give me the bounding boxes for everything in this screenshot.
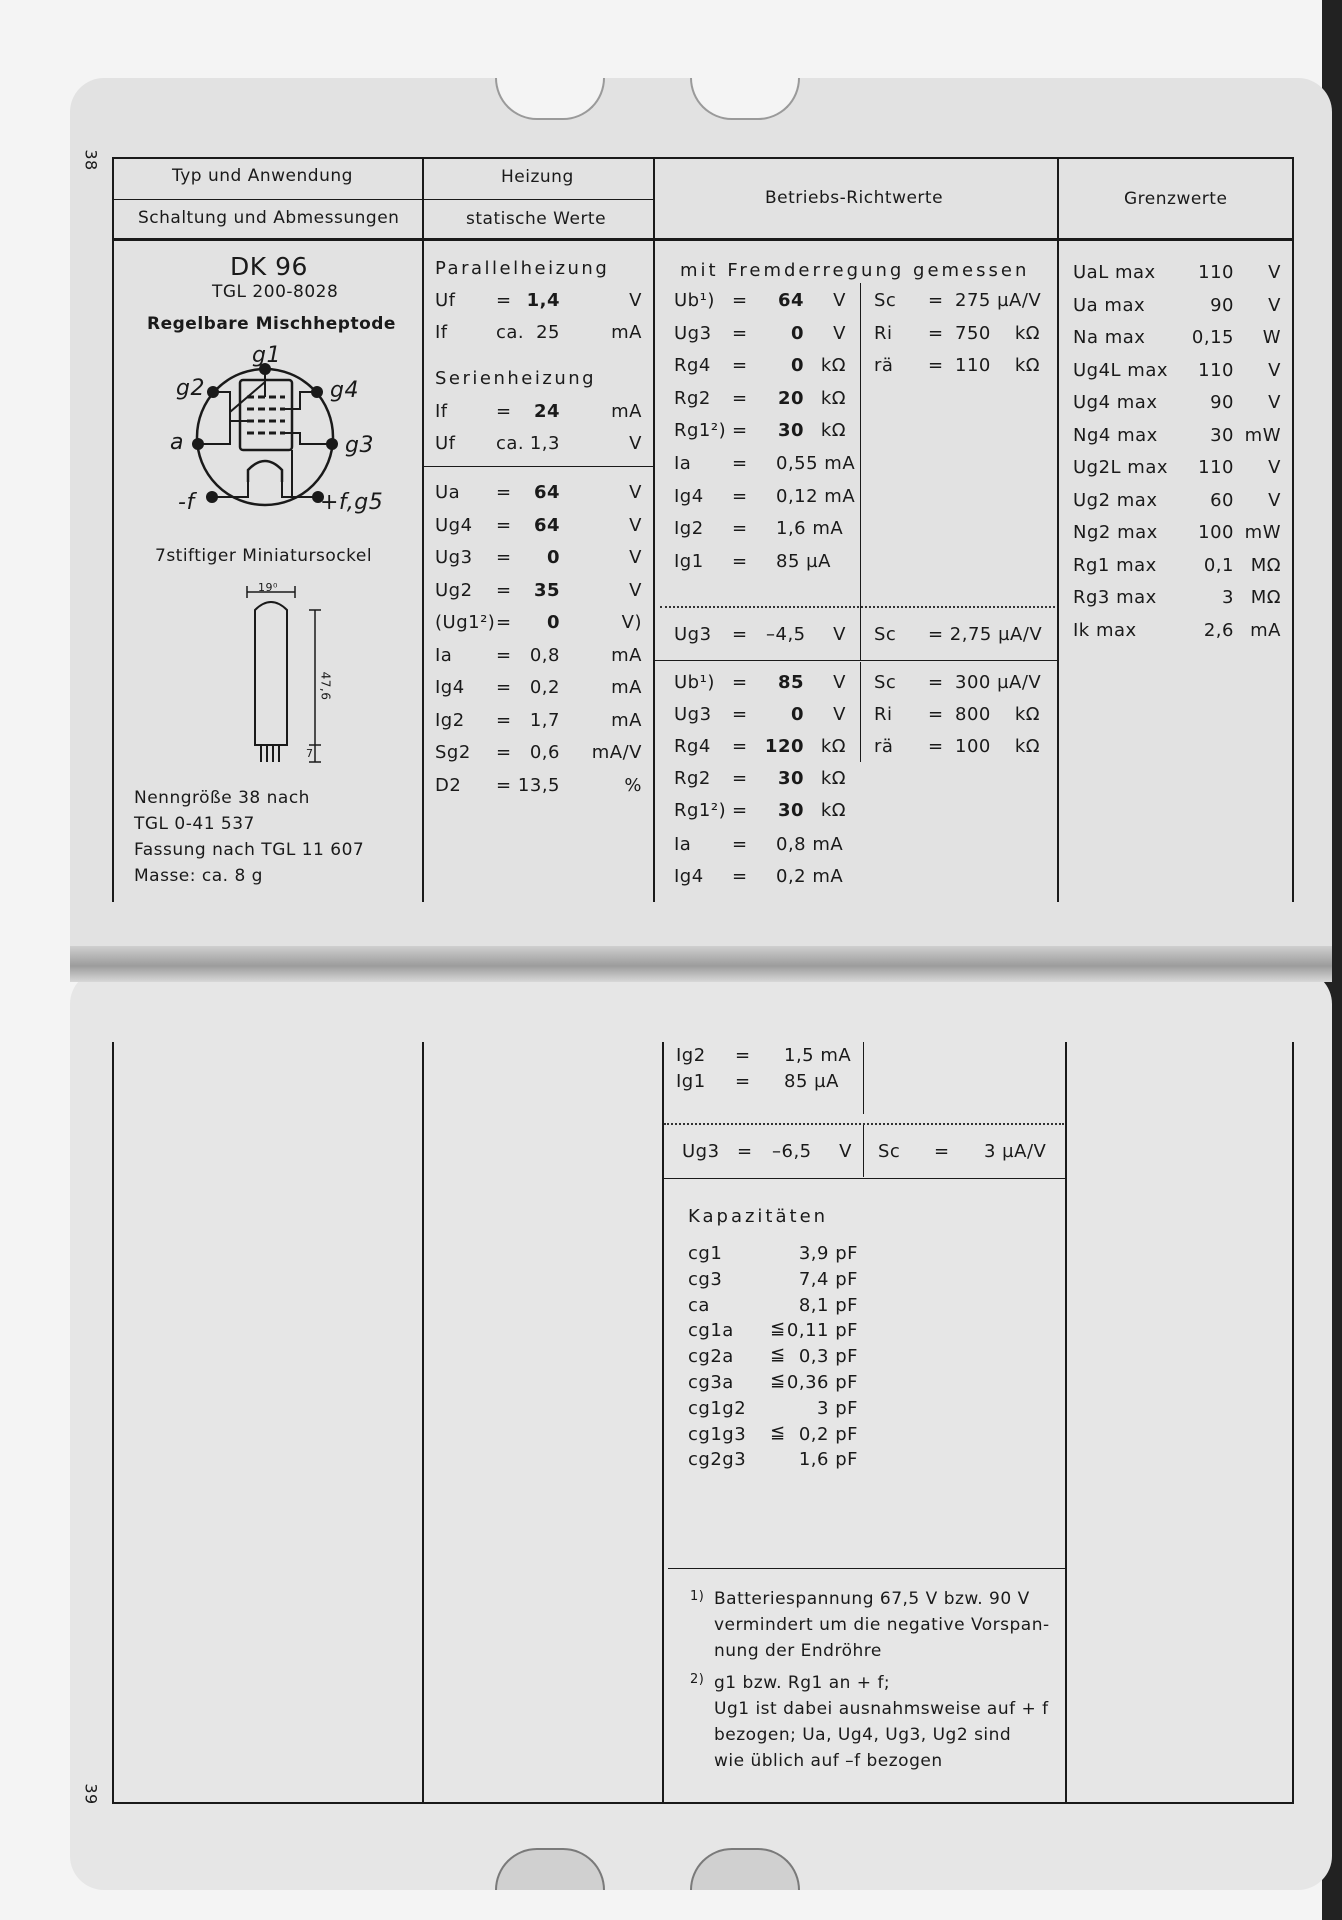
operating-row-value: –4,5 [766, 624, 806, 645]
static-value-row-unit: mA [611, 644, 642, 666]
operating-right-symbol: Sc [874, 624, 897, 645]
footnote-1-mark: 1) [690, 1589, 705, 1604]
tube-tgl: TGL 200-8028 [212, 282, 339, 302]
operating-row-unit: kΩ [820, 768, 846, 789]
bottom-col-line-3 [1065, 1042, 1067, 1802]
col-line-left [112, 157, 114, 902]
operating-row-value: 0,55 mA [776, 453, 856, 474]
limit-unit: V [1268, 489, 1281, 511]
static-value-row-value: 1,7 [529, 709, 560, 731]
operating-row-symbol: Rg1²) [674, 420, 727, 441]
static-value-row-value: 64 [533, 482, 560, 503]
series-heating-row-relation: = [496, 401, 512, 422]
parallel-heating-row-unit: mA [611, 322, 642, 343]
operating-row-relation: = [732, 736, 748, 757]
static-value-row-value: 64 [533, 514, 560, 536]
operating-row-relation: = [732, 834, 748, 855]
limit-value: 60 [1210, 489, 1234, 511]
operating-row-relation: = [732, 704, 748, 725]
operating-row-symbol: Ia [674, 834, 692, 855]
operating-inner-vline-3 [860, 662, 861, 762]
tube-note-2: TGL 0-41 537 [134, 814, 255, 834]
operating-row-relation: = [732, 420, 748, 441]
static-value-row-relation: = [496, 482, 512, 503]
capacitance-symbol: cg3a [688, 1372, 734, 1393]
parallel-heating-row-unit: V [629, 290, 642, 311]
footnote-2-line-1: g1 bzw. Rg1 an + f; [714, 1673, 891, 1693]
parallel-heating-row-symbol: Uf [435, 290, 456, 311]
static-value-row-unit: V [629, 579, 642, 601]
capacitance-value: 0,2 pF [798, 1423, 858, 1445]
bottom-col-line-right [1292, 1042, 1294, 1802]
static-value-row-unit: V [629, 514, 642, 536]
capacitance-symbol: cg2g3 [688, 1449, 747, 1471]
static-value-row-symbol: Ia [435, 644, 453, 666]
operating-row-value: 85 µA [776, 550, 831, 572]
operating-right-row-value: 100 [955, 736, 991, 757]
limit-unit: V [1268, 457, 1281, 478]
operating-row-value: 30 [777, 420, 804, 441]
operating-row-symbol: Ug3 [674, 322, 712, 344]
table-header-separator [112, 238, 1294, 241]
limit-unit: mW [1244, 424, 1281, 446]
limit-unit: MΩ [1250, 587, 1281, 608]
static-value-row-relation: = [496, 709, 512, 731]
operating-inner-vline-2 [860, 608, 861, 660]
limit-symbol: Ng2 max [1073, 522, 1158, 543]
operating-title: mit Fremderregung gemessen [680, 260, 1030, 281]
limit-symbol: Ik max [1073, 619, 1137, 641]
operating-row-symbol: Rg4 [674, 736, 711, 757]
operating-row-relation: = [732, 624, 748, 645]
pin-label-g4: g4 [330, 378, 359, 403]
static-value-row-value: 0,8 [529, 644, 560, 666]
operating-right-row-unit: kΩ [1014, 355, 1040, 376]
book-spine [70, 946, 1332, 982]
limit-unit: V [1268, 262, 1281, 283]
table-border-top [112, 157, 1294, 159]
bottom-col-line-left [112, 1042, 114, 1802]
tube-note-1: Nenngröße 38 nach [134, 788, 310, 808]
static-value-row-relation: = [496, 774, 512, 796]
operating-row-relation: = [732, 518, 748, 539]
operating-row-value: 120 [764, 736, 804, 757]
capacitance-symbol: cg1 [688, 1243, 723, 1264]
capacitance-symbol: cg1g3 [688, 1423, 747, 1445]
header-operating-values: Betriebs-Richtwerte [765, 188, 944, 208]
col-line-2 [653, 157, 655, 902]
operating-row-value: 64 [777, 290, 804, 311]
static-value-row-relation: = [496, 677, 512, 698]
series-heating-row-symbol: If [435, 401, 448, 422]
continuation-value: 85 µA [784, 1071, 839, 1092]
static-value-row-unit: V [629, 482, 642, 503]
operating-right-relation: = [934, 1141, 950, 1162]
operating-row-symbol: Ig2 [674, 518, 704, 539]
limit-symbol: Ug4 max [1073, 392, 1158, 413]
operating-row-symbol: Rg2 [674, 387, 711, 409]
operating-right-value: = 2,75 µA/V [928, 624, 1043, 645]
operating-row-unit: V [833, 704, 846, 725]
capacitance-relation: ≦ [770, 1344, 786, 1366]
bottom-solid-separator-2 [668, 1568, 1065, 1569]
operating-row-symbol: Rg4 [674, 355, 711, 376]
continuation-symbol: Ig1 [676, 1071, 706, 1092]
pin-label-a: a [170, 430, 184, 455]
operating-row-value: 20 [777, 387, 804, 409]
static-value-row-relation: = [496, 742, 512, 763]
static-value-row-symbol: Ua [435, 482, 461, 503]
limit-value: 2,6 [1203, 619, 1234, 641]
limit-value: 0,15 [1191, 327, 1234, 348]
static-value-row-unit: V) [621, 612, 642, 633]
footnote-2-line-4: wie üblich auf –f bezogen [714, 1751, 943, 1771]
operating-row-unit: kΩ [820, 355, 846, 376]
operating-row-relation: = [732, 322, 748, 344]
operating-row-value: 0,2 mA [776, 866, 844, 887]
col-line-right [1292, 157, 1294, 902]
limit-symbol: Rg1 max [1073, 554, 1157, 576]
static-value-row-unit: mA [611, 677, 642, 698]
header-static-values: statische Werte [466, 209, 607, 229]
operating-row-value: 0 [790, 355, 804, 376]
parallel-heating-row-relation: = [496, 290, 512, 311]
bottom-col-line-1 [422, 1042, 424, 1802]
static-value-row-relation: = [496, 644, 512, 666]
limit-value: 100 [1198, 522, 1234, 543]
limit-unit: V [1268, 359, 1281, 381]
parallel-heating-row-relation: ca. [496, 322, 525, 343]
operating-row-relation: = [732, 290, 748, 311]
operating-right-row-value: 275 µA/V [955, 290, 1042, 311]
operating-right-row-unit: kΩ [1014, 704, 1040, 725]
operating-right-row-symbol: Ri [874, 322, 893, 344]
static-value-row-relation: = [496, 547, 512, 568]
operating-right-symbol: Sc [878, 1141, 901, 1162]
operating-right-row-relation: = [928, 736, 944, 757]
operating-right-row-relation: = [928, 290, 944, 311]
parallel-heating-row-symbol: If [435, 322, 448, 343]
operating-row-unit: kΩ [820, 420, 846, 441]
footnote-1-line-2: vermindert um die negative Vorspan- [714, 1615, 1050, 1635]
col-line-3 [1057, 157, 1059, 902]
footnote-2-line-2: Ug1 ist dabei ausnahmsweise auf + f [714, 1699, 1049, 1719]
operating-row-relation: = [732, 866, 748, 887]
operating-row-relation: = [732, 768, 748, 789]
parallel-heating-row-value: 25 [536, 322, 560, 343]
limit-symbol: Rg3 max [1073, 587, 1157, 608]
operating-row-relation: = [737, 1141, 753, 1162]
static-value-row-unit: V [629, 547, 642, 568]
capacitance-value: 8,1 pF [798, 1294, 858, 1316]
operating-row-relation: = [732, 550, 748, 572]
series-heating-row-symbol: Uf [435, 433, 456, 454]
operating-row-symbol: Ig1 [674, 550, 704, 572]
static-value-row-symbol: D2 [435, 774, 462, 796]
continuation-symbol: Ig2 [676, 1045, 706, 1066]
operating-row-symbol: Rg1²) [674, 800, 727, 821]
static-value-row-value: 0 [546, 547, 560, 568]
operating-row-value: 0,8 mA [776, 834, 844, 855]
operating-right-row-symbol: Ri [874, 704, 893, 725]
operating-right-row-relation: = [928, 355, 944, 376]
limit-unit: mA [1250, 619, 1281, 641]
tube-dim-pin: 7 [306, 747, 314, 760]
continuation-value: 1,5 mA [784, 1045, 852, 1066]
footnote-1-line-1: Batteriespannung 67,5 V bzw. 90 V [714, 1589, 1030, 1609]
operating-row-unit: kΩ [820, 736, 846, 757]
tube-note-3: Fassung nach TGL 11 607 [134, 840, 365, 860]
operating-row-symbol: Ig4 [674, 485, 704, 507]
tube-note-4: Masse: ca. 8 g [134, 866, 263, 886]
capacitance-symbol: cg2a [688, 1346, 734, 1368]
tube-dim-height: 47,6 [318, 671, 333, 701]
static-value-row-value: 0 [546, 612, 560, 633]
header-type-application: Typ und Anwendung [172, 166, 353, 186]
static-value-row-relation: = [496, 514, 512, 536]
operating-row-value: 30 [777, 768, 804, 789]
limit-unit: MΩ [1250, 554, 1281, 576]
capacitance-value: 1,6 pF [798, 1449, 858, 1471]
capacitance-value: 0,11 pF [786, 1320, 858, 1342]
operating-row-symbol: Ub¹) [674, 672, 715, 693]
header-subline-2 [424, 199, 653, 200]
series-heating-row-value: 1,3 [529, 433, 560, 454]
footnote-2-line-3: bezogen; Ua, Ug4, Ug3, Ug2 sind [714, 1725, 1012, 1745]
limit-unit: V [1268, 294, 1281, 316]
operating-solid-separator [655, 660, 1057, 661]
static-value-row-value: 35 [533, 579, 560, 601]
limit-value: 0,1 [1203, 554, 1234, 576]
static-value-row-unit: % [624, 774, 642, 796]
operating-dotted-separator [660, 606, 1055, 608]
operating-row-value: 0 [790, 322, 804, 344]
capacitances-title: Kapazitäten [688, 1206, 829, 1227]
static-value-row-symbol: Ug4 [435, 514, 473, 536]
operating-right-row-symbol: rä [874, 355, 894, 376]
operating-right-row-value: 800 [955, 704, 991, 725]
static-value-row-symbol: Sg2 [435, 742, 471, 763]
limit-unit: W [1262, 327, 1281, 348]
limit-symbol: Ug4L max [1073, 359, 1169, 381]
pin-label-g3: g3 [345, 433, 374, 458]
operating-row-unit: kΩ [820, 387, 846, 409]
bottom-col-line-2 [662, 1042, 664, 1802]
static-value-row-relation: = [496, 612, 512, 633]
bottom-inner-vline-1 [863, 1042, 864, 1114]
operating-row-unit: V [833, 322, 846, 344]
operating-row-value: 30 [777, 800, 804, 821]
continuation-relation: = [735, 1045, 751, 1066]
operating-row-value: 0,12 mA [776, 485, 856, 507]
limit-symbol: Ug2L max [1073, 457, 1169, 478]
pin-label-g2: g2 [176, 376, 205, 401]
operating-right-value: 3 µA/V [984, 1141, 1047, 1162]
capacitance-symbol: cg1g2 [688, 1397, 747, 1419]
operating-row-symbol: Ia [674, 453, 692, 474]
operating-right-row-symbol: Sc [874, 290, 897, 311]
static-value-row-symbol: (Ug1²) [435, 612, 496, 633]
limit-symbol: UaL max [1073, 262, 1156, 283]
static-value-row-unit: mA/V [591, 742, 642, 763]
static-value-row-unit: mA [611, 709, 642, 731]
capacitance-value: 3,9 pF [798, 1243, 858, 1264]
operating-right-row-value: 110 [955, 355, 991, 376]
operating-row-relation: = [732, 485, 748, 507]
footnote-1-line-3: nung der Endröhre [714, 1641, 882, 1661]
series-heating-row-value: 24 [533, 401, 560, 422]
limit-value: 90 [1210, 392, 1234, 413]
bottom-table-border [112, 1802, 1294, 1804]
operating-right-row-value: 750 [955, 322, 991, 344]
limit-symbol: Ug2 max [1073, 489, 1158, 511]
operating-row-relation: = [732, 800, 748, 821]
socket-label: 7stiftiger Miniatursockel [155, 546, 373, 566]
operating-right-row-symbol: Sc [874, 672, 897, 693]
limit-value: 3 [1222, 587, 1234, 608]
series-heating-row-unit: V [629, 433, 642, 454]
operating-right-row-symbol: rä [874, 736, 894, 757]
operating-right-row-relation: = [928, 672, 944, 693]
capacitance-symbol: cg1a [688, 1320, 734, 1342]
limit-value: 90 [1210, 294, 1234, 316]
operating-row-unit: V [833, 624, 846, 645]
pin-label-fg5: +f,g5 [320, 490, 384, 515]
limit-symbol: Ng4 max [1073, 424, 1158, 446]
tube-type: DK 96 [230, 252, 308, 281]
operating-row-value: 1,6 mA [776, 518, 844, 539]
operating-right-row-relation: = [928, 704, 944, 725]
operating-row-unit: kΩ [820, 800, 846, 821]
capacitance-value: 3 pF [817, 1397, 858, 1419]
footnote-2-mark: 2) [690, 1672, 705, 1687]
pin-label-g1: g1 [252, 343, 281, 368]
series-heating-row-relation: ca. [496, 433, 525, 454]
limit-value: 110 [1198, 359, 1234, 381]
tube-dim-width: 19⁰ [258, 581, 278, 594]
header-circuit-dimensions: Schaltung und Abmessungen [138, 208, 400, 228]
capacitance-value: 0,3 pF [798, 1346, 858, 1368]
operating-row-relation: = [732, 355, 748, 376]
continuation-relation: = [735, 1071, 751, 1092]
operating-row-value: –6,5 [772, 1141, 812, 1162]
capacitance-relation: ≦ [770, 1421, 786, 1443]
operating-right-row-value: 300 µA/V [955, 672, 1042, 693]
capacitance-symbol: cg3 [688, 1268, 723, 1290]
static-value-row-symbol: Ig4 [435, 677, 465, 698]
limit-unit: V [1268, 392, 1281, 413]
limit-symbol: Ua max [1073, 294, 1146, 316]
operating-row-symbol: Ub¹) [674, 290, 715, 311]
operating-right-row-unit: kΩ [1014, 322, 1040, 344]
static-value-row-symbol: Ug2 [435, 579, 473, 601]
pin-label-f: -f [178, 490, 195, 515]
static-value-row-value: 0,6 [529, 742, 560, 763]
limit-value: 110 [1198, 262, 1234, 283]
operating-row-symbol: Rg2 [674, 768, 711, 789]
parallel-heating-title: Parallelheizung [435, 258, 610, 279]
operating-row-value: 85 [777, 672, 804, 693]
operating-row-symbol: Ug3 [674, 704, 712, 725]
series-heating-row-unit: mA [611, 401, 642, 422]
limit-unit: mW [1244, 522, 1281, 543]
operating-row-unit: V [839, 1141, 852, 1162]
operating-row-unit: V [833, 290, 846, 311]
operating-row-relation: = [732, 387, 748, 409]
capacitance-value: 0,36 pF [786, 1372, 858, 1393]
page-number-bottom: 39 [81, 1783, 101, 1805]
page-number-top: 38 [81, 149, 101, 171]
header-subline-1 [112, 199, 422, 200]
capacitance-relation: ≦ [770, 1318, 786, 1340]
static-value-row-value: 13,5 [517, 774, 560, 796]
operating-row-unit: V [833, 672, 846, 693]
limit-symbol: Na max [1073, 327, 1146, 348]
capacitance-value: 7,4 pF [798, 1268, 858, 1290]
operating-right-row-unit: kΩ [1014, 736, 1040, 757]
operating-right-row-relation: = [928, 322, 944, 344]
limit-value: 30 [1210, 424, 1234, 446]
capacitance-symbol: ca [688, 1294, 710, 1316]
operating-row-symbol: Ug3 [674, 624, 712, 645]
header-limit-values: Grenzwerte [1124, 189, 1228, 209]
col-line-1 [422, 157, 424, 902]
capacitance-relation: ≦ [770, 1370, 786, 1391]
operating-row-relation: = [732, 672, 748, 693]
operating-row-value: 0 [790, 704, 804, 725]
static-value-row-value: 0,2 [529, 677, 560, 698]
tube-application: Regelbare Mischheptode [147, 314, 396, 334]
limit-value: 110 [1198, 457, 1234, 478]
static-value-row-symbol: Ug3 [435, 547, 473, 568]
operating-row-symbol: Ug3 [682, 1141, 720, 1162]
heating-separator [424, 466, 653, 467]
operating-row-symbol: Ig4 [674, 866, 704, 887]
operating-inner-vline-1 [860, 283, 861, 608]
bottom-solid-separator-1 [664, 1178, 1065, 1179]
bottom-dotted-separator [664, 1123, 1064, 1125]
parallel-heating-row-value: 1,4 [526, 290, 560, 311]
series-heating-title: Serienheizung [435, 368, 597, 389]
operating-row-relation: = [732, 453, 748, 474]
static-value-row-symbol: Ig2 [435, 709, 465, 731]
bottom-inner-vline-2 [863, 1125, 864, 1177]
static-value-row-relation: = [496, 579, 512, 601]
header-heating: Heizung [501, 167, 574, 187]
